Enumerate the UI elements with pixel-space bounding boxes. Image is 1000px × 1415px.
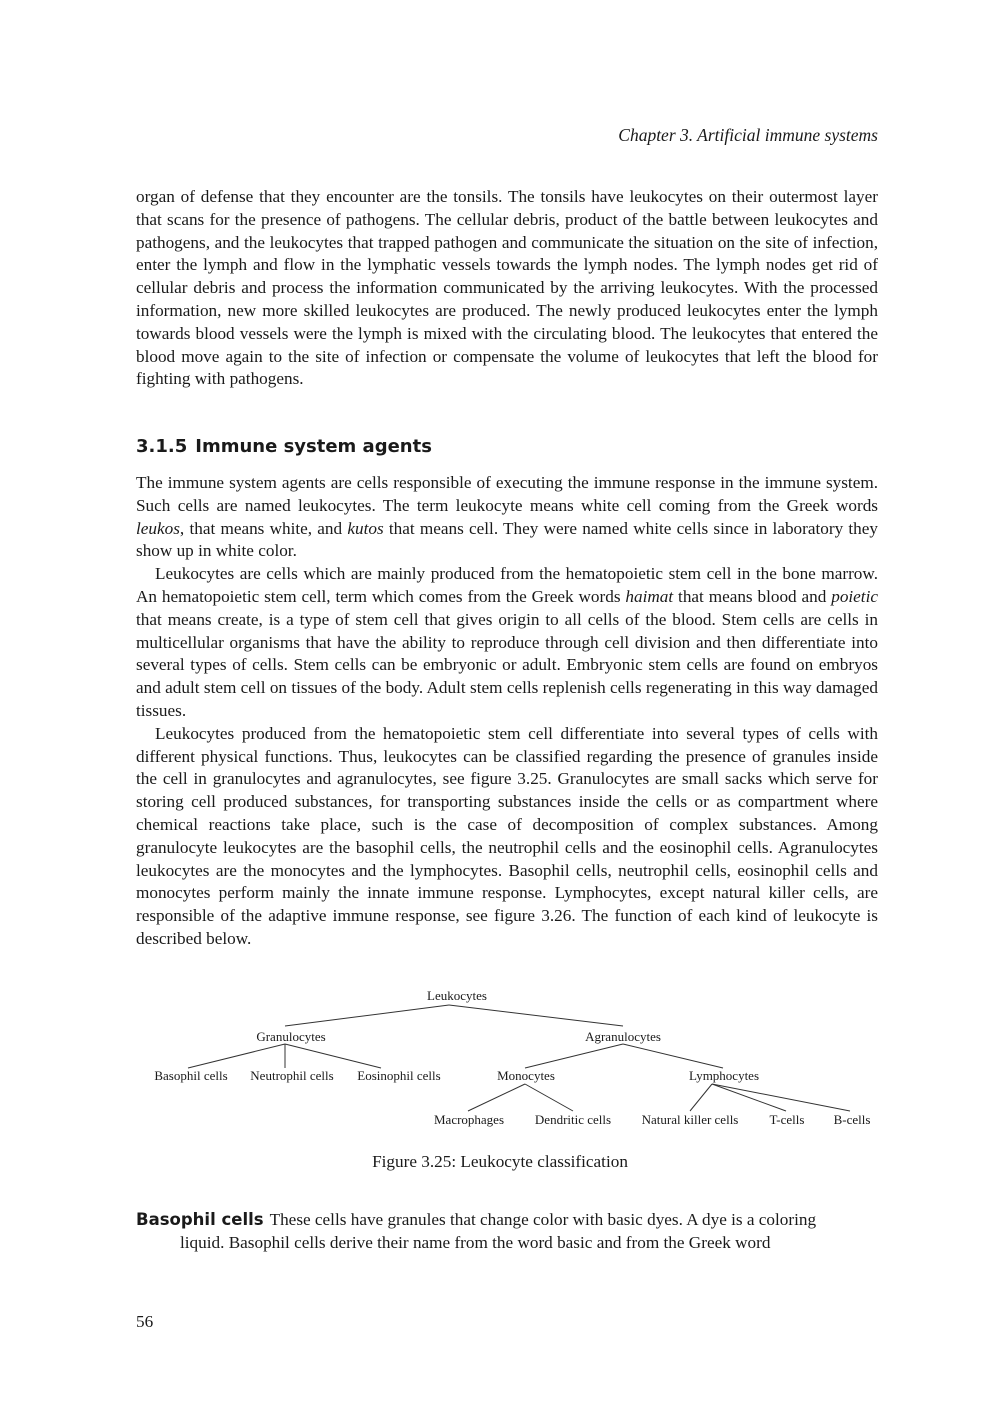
node-eosinophil: Eosinophil cells	[357, 1068, 441, 1083]
node-lymphocytes: Lymphocytes	[688, 1068, 760, 1083]
edge-monocytes-macrophages	[468, 1084, 525, 1111]
node-natural-killer: Natural killer cells	[641, 1112, 739, 1127]
edge-agranulocytes-lymphocytes	[623, 1044, 723, 1068]
paragraph-1: The immune system agents are cells responsible of executing the immune response in the immune system. Such cells are named leukocytes. The term leukocyte means white cell coming from the Greek words leukos, that means white, and kutos that means cell. They were named white cells since in laboratory they show up in white color.	[136, 473, 878, 561]
paragraph-2: Leukocytes are cells which are mainly produced from the hematopoietic stem cell in the bone marrow. An hematopoietic stem cell, term which comes from the Greek words haimat that means blood and poietic that means create, is a type of stem cell that gives origin to all cells of the blood. Stem cells are cells in multicellular organisms that have the ability to reproduce through cell division and then differentiate into several types of cells. Stem cells can be embryonic or adult. Embryonic stem cells are found on embryos and adult stem cell on tissues of the body. Adult stem cells replenish cells regenerating in this way damaged tissues.	[136, 564, 878, 720]
description-term: Basophil cells	[136, 1210, 264, 1229]
description-line-2: liquid. Basophil cells derive their name from the word basic and from the Greek word	[180, 1232, 771, 1252]
node-dendritic: Dendritic cells	[534, 1112, 612, 1127]
emphasis-haimat: haimat	[625, 586, 674, 606]
tree-diagram	[0, 980, 1000, 1140]
paragraph-text: organ of defense that they encounter are the tonsils. The tonsils have leukocytes on their outermost layer that scans for the presence of pathogens. The cellular debris, product of the battle between leukocytes and pathogens, and the leukocytes that trapped pathogen and communicate the situation on the site of infection, enter the lymph and flow in the lymphatic vessels towards the lymph nodes. The lymph nodes get rid of cellular debris and process the information communicated by the arriving leukocytes. With the processed information, new more skilled leukocytes are produced. The newly produced leukocytes enter the lymph towards blood vessels were the lymph is mixed with the circulating blood. The leukocytes that entered the blood move again to the site of infection or compensate the volume of leukocytes that left the blood for fighting with pathogens.	[136, 187, 878, 389]
running-title: Chapter 3. Artificial immune systems	[618, 125, 878, 145]
node-b-cells: B-cells	[833, 1112, 871, 1127]
edge-agranulocytes-monocytes	[525, 1044, 623, 1068]
page-number: 56	[136, 1312, 154, 1331]
edge-granulocytes-eosinophil	[285, 1044, 381, 1068]
tree-edges	[188, 1005, 850, 1111]
edge-root-agranulocytes	[449, 1005, 623, 1026]
section-body	[136, 472, 878, 951]
edge-lymphocytes-tcells	[712, 1084, 786, 1111]
node-macrophages: Macrophages	[433, 1112, 505, 1127]
section-number: 3.1.5	[136, 436, 188, 457]
emphasis-leukos: leukos	[136, 518, 180, 538]
figure-caption: Figure 3.25: Leukocyte classification	[372, 1152, 628, 1171]
edge-lymphocytes-bcells	[712, 1084, 850, 1111]
description-line-1: Basophil cells These cells have granules that change color with basic dyes. A dye is a coloring	[136, 1210, 817, 1229]
paragraph-3: Leukocytes produced from the hematopoietic stem cell differentiate into several types of cells with different physical functions. Thus, leukocytes can be classified regarding the presence of granules inside the cell in granulocytes and agranulocytes, see figure 3.25. Granulocytes are small sacks which serve for storing cell produced substances, for transporting substances inside the cells or as compartment where chemical reactions take place, such is the case of decomposition of complex substances. Among granulocyte leukocytes are the basophil cells, the neutrophil cells and the eosinophil cells. Agranulocytes leukocytes are the monocytes and the lymphocytes. Basophil cells, neutrophil cells, eosinophil cells and monocytes perform mainly the innate immune response. Lymphocytes, except natural killer cells, are responsible of the adaptive immune response, see figure 3.26. The function of each kind of leukocyte is described below.	[136, 723, 878, 948]
node-monocytes: Monocytes	[497, 1068, 555, 1083]
node-neutrophil: Neutrophil cells	[250, 1068, 334, 1083]
description-basophil	[136, 1209, 878, 1255]
edge-monocytes-dendritic	[525, 1084, 573, 1111]
edge-root-granulocytes	[285, 1005, 449, 1026]
edge-granulocytes-basophil	[188, 1044, 285, 1068]
edge-lymphocytes-nk	[690, 1084, 712, 1111]
node-granulocytes: Granulocytes	[256, 1029, 326, 1044]
node-leukocytes: Leukocytes	[427, 988, 487, 1003]
section-heading	[136, 436, 432, 457]
paragraph-top	[136, 186, 878, 391]
node-t-cells: T-cells	[769, 1112, 805, 1127]
node-basophil: Basophil cells	[154, 1068, 228, 1083]
leukocyte-classification-figure	[0, 980, 1000, 1140]
emphasis-poietic: poietic	[831, 586, 878, 606]
section-title: Immune system agents	[195, 436, 432, 457]
emphasis-kutos: kutos	[347, 518, 384, 538]
node-agranulocytes: Agranulocytes	[585, 1029, 661, 1044]
